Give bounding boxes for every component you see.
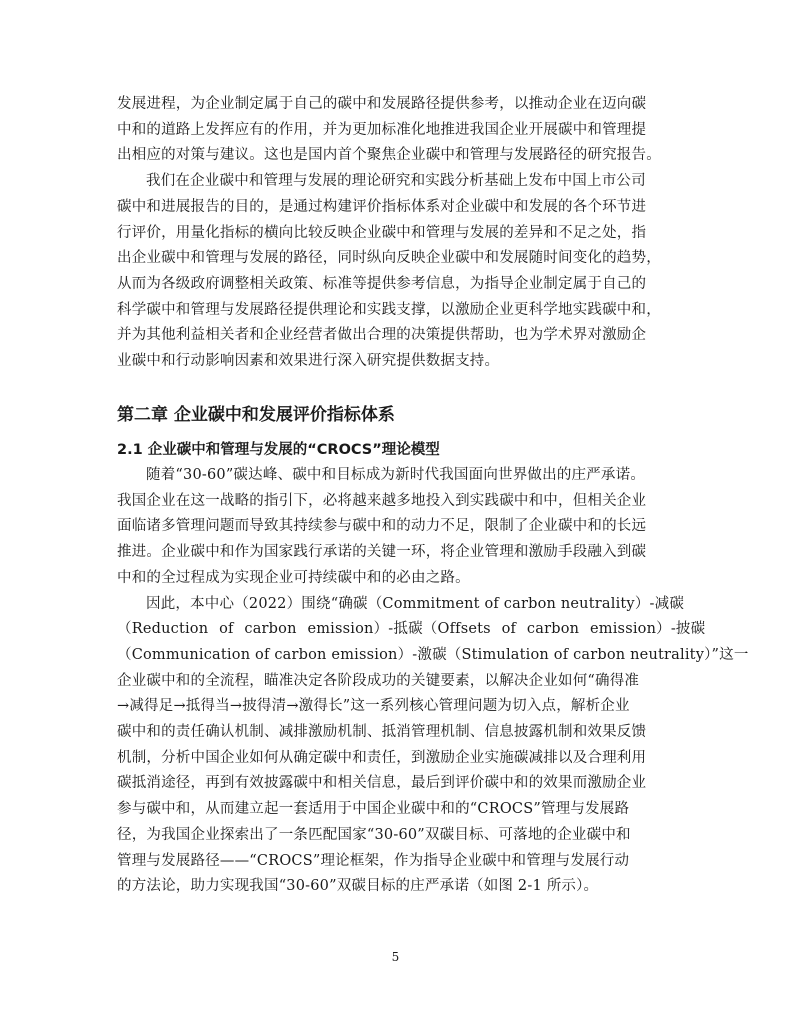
text-line: 中和的道路上发挥应有的作用，并为更加标准化地推进我国企业开展碳中和管理提	[117, 121, 647, 138]
text-line: 中和的全过程成为实现企业可持续碳中和的必由之路。	[117, 569, 470, 586]
paragraph-4	[117, 592, 749, 900]
text-line: 从而为各级政府调整相关政策、标准等提供参考信息，为指导企业制定属于自己的	[117, 275, 647, 292]
text-line: 随着“30-60”碳达峰、碳中和目标成为新时代我国面向世界做出的庄严承诺。	[146, 467, 646, 483]
text-line: 我国企业在这一战略的指引下，必将越来越多地投入到实践碳中和中，但相关企业	[117, 492, 647, 509]
text-line: 出相应的对策与建议。这也是国内首个聚焦企业碳中和管理与发展路径的研究报告。	[117, 147, 661, 164]
text-line: 管理与发展路径——“CROCS”理论框架，作为指导企业碳中和管理与发展行动	[117, 852, 630, 869]
text-line: 碳抵消途径，再到有效披露碳中和相关信息，最后到评价碳中和的效果而激励企业	[117, 775, 647, 792]
text-line: 并为其他利益相关者和企业经营者做出合理的决策提供帮助，也为学术界对激励企	[117, 327, 647, 344]
text-line: 面临诸多管理问题而导致其持续参与碳中和的动力不足，限制了企业碳中和的长远	[117, 518, 647, 535]
paragraph-2	[117, 169, 677, 375]
text-line: 出企业碳中和管理与发展的路径，同时纵向反映企业碳中和发展随时间变化的趋势，	[117, 250, 661, 267]
paragraph-1	[117, 92, 677, 169]
text-line: 企业碳中和的全流程，瞄准决定各阶段成功的关键要素，以解决企业如何“确得准	[117, 672, 640, 689]
text-line: （Communication of carbon emission）-激碳（Stimulation of carbon neutrality）”这一	[117, 646, 749, 663]
page-number: 5	[391, 950, 400, 964]
chapter-title: 第二章 企业碳中和发展评价指标体系	[117, 405, 395, 425]
text-line: 行评价，用量化指标的横向比较反映企业碳中和管理与发展的差异和不足之处，指	[117, 224, 647, 241]
text-line: 径，为我国企业探索出了一条匹配国家“30-60”双碳目标、可落地的企业碳中和	[117, 826, 631, 843]
text-line: 推进。企业碳中和作为国家践行承诺的关键一环，将企业管理和激励手段融入到碳	[117, 544, 647, 561]
bottom-text-block	[117, 463, 749, 900]
text-line: 业碳中和行动影响因素和效果进行深入研究提供数据支持。	[117, 353, 500, 370]
text-line: 碳中和的责任确认机制、减排激励机制、抵消管理机制、信息披露机制和效果反馈	[117, 724, 647, 741]
text-line: （Reduction of carbon emission）-抵碳（Offsets of carbon emission）-披碳	[117, 621, 706, 638]
paragraph-3	[117, 463, 677, 592]
text-line: 因此，本中心（2022）围绕“确碳（Commitment of carbon neutrality）-减碳	[146, 595, 685, 612]
text-line: 发展进程，为企业制定属于自己的碳中和发展路径提供参考，以推动企业在迈向碳	[117, 96, 647, 112]
text-line: 参与碳中和，从而建立起一套适用于中国企业碳中和的“CROCS”管理与发展路	[117, 801, 630, 818]
top-text-block	[117, 92, 677, 375]
text-line: 的方法论，助力实现我国“30-60”双碳目标的庄严承诺（如图 2-1 所示）。	[117, 878, 599, 895]
text-line: 我们在企业碳中和管理与发展的理论研究和实践分析基础上发布中国上市公司	[146, 173, 646, 190]
text-line: 科学碳中和管理与发展路径提供理论和实践支撑，以激励企业更科学地实践碳中和，	[117, 301, 661, 318]
text-line: 机制，分析中国企业如何从确定碳中和责任，到激励企业实施碳减排以及合理利用	[117, 749, 647, 766]
text-line: 碳中和进展报告的目的，是通过构建评价指标体系对企业碳中和发展的各个环节进	[117, 198, 647, 215]
section-title: 2.1 企业碳中和管理与发展的“CROCS”理论模型	[117, 442, 440, 458]
text-line: →减得足→抵得当→披得清→激得长”这一系列核心管理问题为切入点，解析企业	[117, 698, 630, 715]
